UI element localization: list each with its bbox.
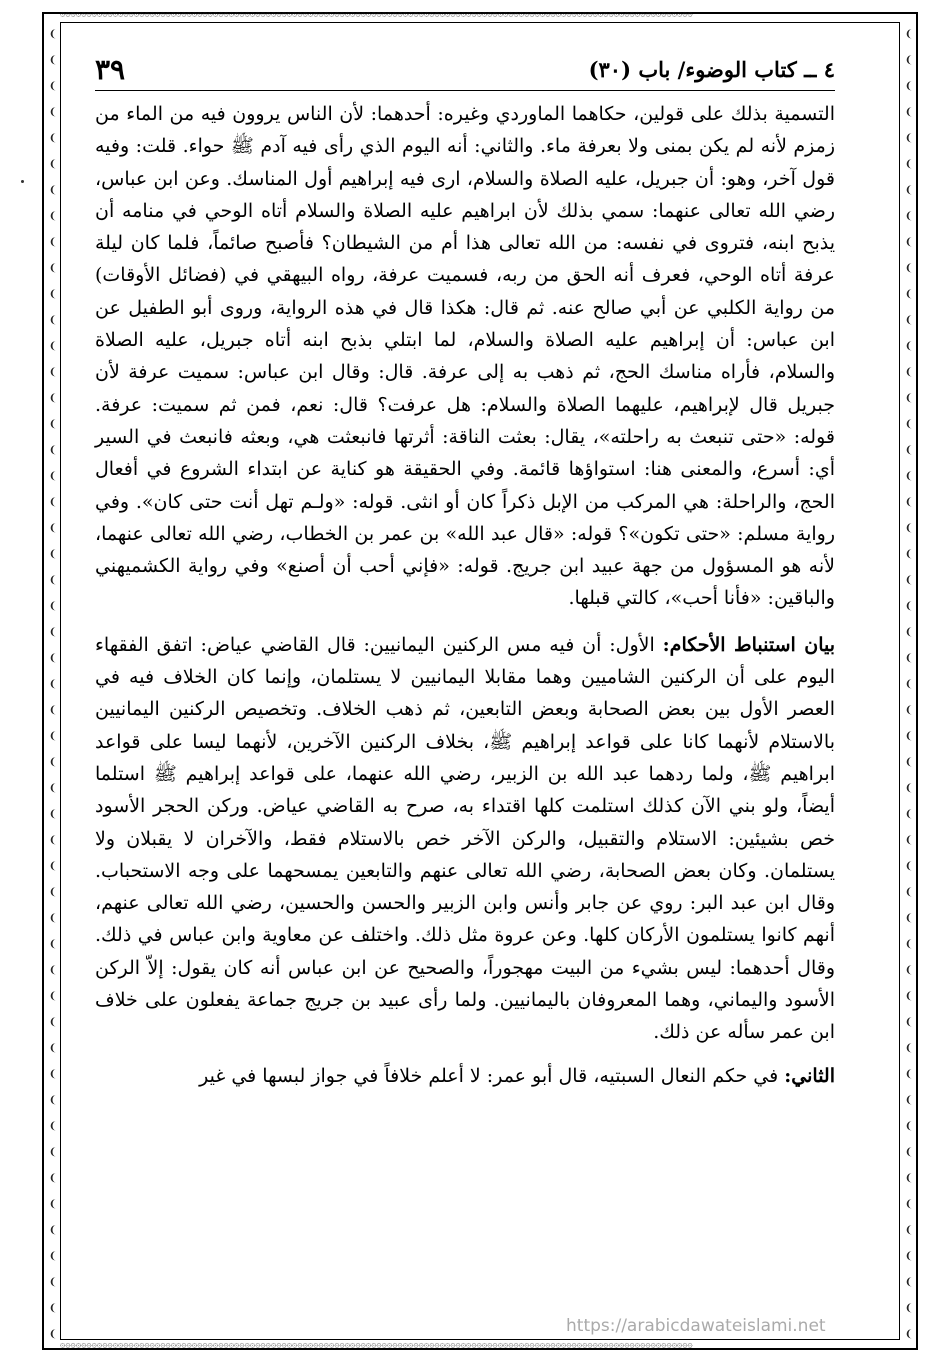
paragraph-text: في حكم النعال السبتيه، قال أبو عمر: لا أعلم خلافاً في جواز لبسها في غير — [199, 1064, 779, 1087]
paragraph-text: الأول: أن فيه مس الركنين اليمانيين: قال القاضي عياض: اتفق الفقهاء اليوم على أن الركنين الشاميين وهما مقابلا اليمانيين لا يستلمان، وإنما كان الخلاف فيه في العصر الأول بين بعض الصحابة وبعض التابعين، ثم ذهب الخلاف. وتخصيص الركنين اليمانيين بالاستلام لأنهما كانا على قواعد إبراهيم ﷺ، بخلاف الركنين الآخرين، لأنهما ليسا على قواعد ابراهيم ﷺ، ولما ردهما عبد الله بن الزبير، رضي الله عنهما، على قواعد إبراهيم ﷺ استلما أيضاً، ولو بني الآن كذلك استلمت كلها اقتداء به، صرح به القاضي عياض. وركن الحجر الأسود خص بشيئين: الاستلام والتقبيل، والركن الآخر خص بالاستلام فقط، والآخران لا يقبلان ولا يستلمان. وكان بعض الصحابة، رضي الله تعالى عنهم والتابعين يمسحهما على وجه الاستحباب. وقال ابن عبد البر: روي عن جابر وأنس وابن الزبير والحسن والحسين، رضي الله تعالى عنهم، أنهم كانوا يستلمون الأركان كلها. وعن عروة مثل ذلك. واختلف عن معاوية وابن عباس في ذلك. وقال أحدهما: ليس بشيء من البيت مهجوراً، والصحيح عن ابن عباس أنه كان يقول: إلاّ الركن الأسود واليماني، وهما المعروفان باليمانيين. ولما رأى عبيد بن جريج جماعة يفعلون على خلاف ابن عمر سأله عن ذلك. — [95, 633, 835, 1044]
page-number: ٣٩ — [95, 53, 126, 86]
paragraph-1 — [95, 98, 835, 615]
top-ornament-border: ۞۞۞۞۞۞۞۞۞۞۞۞۞۞۞۞۞۞۞۞۞۞۞۞۞۞۞۞۞۞۞۞۞۞۞۞۞۞۞۞۞۞۞۞۞۞۞۞۞۞۞۞۞۞۞۞۞۞۞۞۞۞۞۞۞۞۞۞۞۞۞۞۞۞۞۞۞۞۞۞۞۞۞۞۞۞۞۞۞۞۞۞۞۞۞۞۞۞۞۞۞۞۞۞۞۞۞۞۞۞۞۞۞۞۞۞۞۞۞۞ — [60, 9, 693, 19]
body-text — [95, 98, 835, 1092]
paragraph-2 — [95, 629, 835, 1049]
header-rule — [95, 90, 835, 91]
running-title: ٤ ــ كتاب الوضوء/ باب (٣٠) — [588, 57, 835, 82]
paragraph-lead: الثاني: — [784, 1064, 835, 1087]
paragraph-3 — [95, 1060, 835, 1092]
margin-dot — [21, 180, 24, 183]
paragraph-lead: بيان استنباط الأحكام: — [662, 633, 836, 656]
paragraph-text: التسمية بذلك على قولين، حكاهما الماوردي وغيره: أحدهما: لأن الناس يروون فيه من الماء من زمزم لأنه لم يكن بمنى ولا بعرفة ماء. والثاني: أنه اليوم الذي رأى فيه آدم ﷺ حواء. قلت: وفيه قول آخر، وهو: أن جبريل، عليه الصلاة والسلام، ارى فيه إبراهيم أول المناسك. وعن ابن عباس، رضي الله تعالى عنهما: سمي بذلك لأن ابراهيم عليه الصلاة والسلام أتاه الوحي في منامه أن يذبح ابنه، فتروى في نفسه: من الله تعالى هذا أم من الشيطان؟ فأصبح صائماً، فلما كان ليلة عرفة أتاه الوحي، فعرف أنه الحق من ربه، فسميت عرفة، رواه البيهقي في (فضائل الأوقات) من رواية الكلبي عن أبي صالح عنه. ثم قال: هكذا قال في هذه الرواية، وروى أبو الطفيل عن ابن عباس: أن إبراهيم عليه الصلاة والسلام، لما ابتلي بذبح ابنه أتاه جبريل، عليه الصلاة والسلام، فأراه مناسك الحج، ثم ذهب به إلى عرفة. قال: وقال ابن عباس: سميت عرفة لأن جبريل قال لإبراهيم، عليهما الصلاة والسلام: هل عرفت؟ قال: نعم، فمن ثم سميت: عرفة. قوله: «حتى تنبعث به راحلته»، يقال: بعثت الناقة: أثرتها فانبعثت هي، وبعثه فانبعث في السير أي: أسرع، والمعنى هنا: استواؤها قائمة. وفي الحقيقة هو كناية عن ابتداء الشروع في أفعال الحج، والراحلة: هي المركب من الإبل ذكراً كان أو انثى. قوله: «ولـم تهل أنت حتى كان». وفي رواية مسلم: «حتى تكون»؟ قوله: «قال عبد الله» بن عمر بن الخطاب، رضي الله تعالى عنهما، لأنه هو المسؤول من جهة عبيد ابن جريج. قوله: «فإني أحب أن أصنع» وفي رواية الكشميهني والباقين: «فأنا أحب»، كالتي قبلها. — [95, 103, 835, 610]
left-ornament-border: ❨ ❨ ❨ ❨ ❨ ❨ ❨ ❨ ❨ ❨ ❨ ❨ ❨ ❨ ❨ ❨ ❨ ❨ ❨ ❨ ❨ ❨ ❨ ❨ ❨ ❨ ❨ ❨ ❨ ❨ ❨ ❨ ❨ ❨ ❨ ❨ ❨ ❨ ❨ ❨ ❨ ❨ ❨ ❨ ❨ ❨ ❨ ❨ ❨ ❨ ❨ — [48, 29, 58, 1340]
watermark-url: https://arabicdawateislami.net — [566, 1316, 826, 1336]
right-ornament-border: ❨ ❨ ❨ ❨ ❨ ❨ ❨ ❨ ❨ ❨ ❨ ❨ ❨ ❨ ❨ ❨ ❨ ❨ ❨ ❨ ❨ ❨ ❨ ❨ ❨ ❨ ❨ ❨ ❨ ❨ ❨ ❨ ❨ ❨ ❨ ❨ ❨ ❨ ❨ ❨ ❨ ❨ ❨ ❨ ❨ ❨ ❨ ❨ ❨ ❨ ❨ — [904, 29, 914, 1340]
bottom-ornament-border: ۞۞۞۞۞۞۞۞۞۞۞۞۞۞۞۞۞۞۞۞۞۞۞۞۞۞۞۞۞۞۞۞۞۞۞۞۞۞۞۞۞۞۞۞۞۞۞۞۞۞۞۞۞۞۞۞۞۞۞۞۞۞۞۞۞۞۞۞۞۞۞۞۞۞۞۞۞۞۞۞۞۞۞۞۞۞۞۞۞۞۞۞۞۞۞۞۞۞۞۞۞۞۞۞۞۞۞۞۞۞۞۞۞۞۞۞۞۞۞۞ — [60, 1340, 693, 1350]
page-header — [95, 55, 835, 89]
